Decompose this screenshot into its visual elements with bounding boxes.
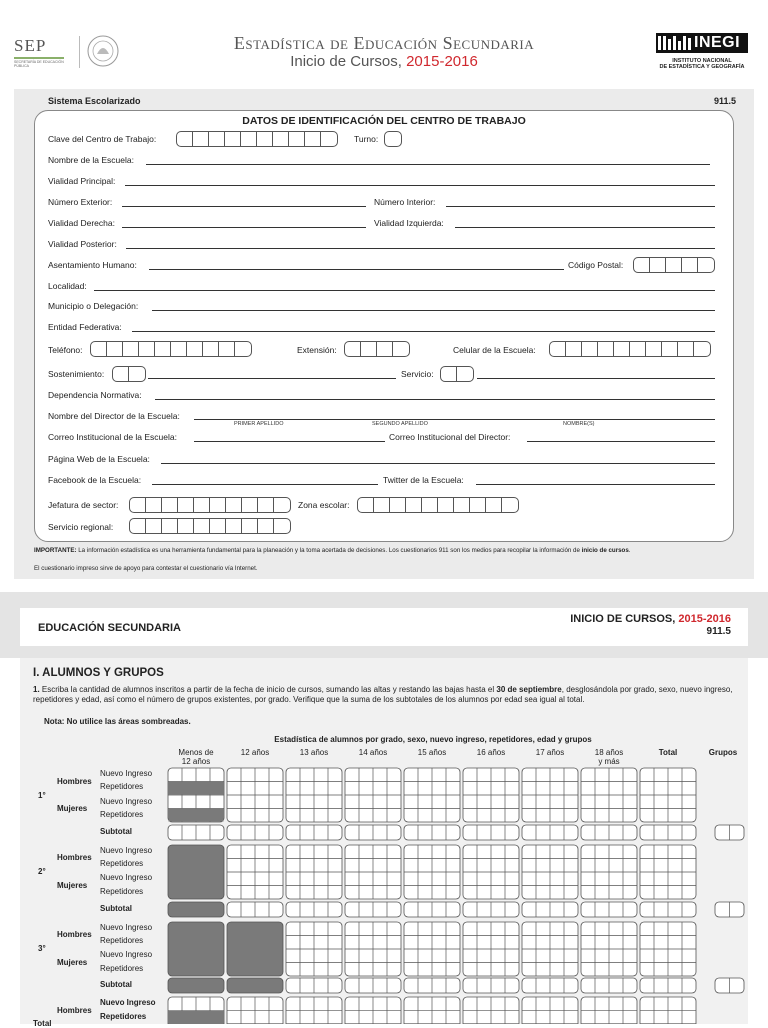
total-rep-shade — [169, 1011, 224, 1024]
subtitle-year: 2015-2016 — [406, 53, 478, 70]
col-total: Total — [658, 748, 678, 757]
grade-3: 3° — [38, 944, 46, 953]
nombre-escuela-label: Nombre de la Escuela: — [48, 155, 134, 165]
servicio-label: Servicio: — [401, 369, 434, 379]
correo-director-label: Correo Institucional del Director: — [389, 432, 511, 442]
important-bold: inicio de cursos — [581, 547, 629, 554]
sep-logo-sub: SECRETARÍA DE EDUCACIÓN PÚBLICA — [14, 60, 64, 68]
grade-2-nuevo-m: Nuevo Ingreso — [100, 873, 153, 882]
col-18-line2: y más — [598, 757, 620, 766]
nombres-caption: NOMBRE(S) — [563, 421, 595, 427]
grade-1-nuevo-h: Nuevo Ingreso — [100, 769, 153, 778]
important-text: La información estadística es una herramienta fundamental para la planeación y la toma acertada de decisiones. Los cuestionarios 911 son los medios para recopilar la información de — [76, 547, 582, 554]
instruction-date: 30 de septiembre — [496, 685, 562, 694]
grade-3-nuevo-m: Nuevo Ingreso — [100, 950, 153, 959]
total-rep-h: Repetidores — [100, 1012, 147, 1021]
grade-1-mujeres: Mujeres — [57, 804, 88, 813]
grade-3-subtotal: Subtotal — [100, 980, 132, 989]
total-row-label: Total — [33, 1019, 52, 1028]
col-age-15: 15 años — [417, 748, 447, 757]
vialidad-principal-label: Vialidad Principal: — [48, 176, 116, 186]
page2-right-prefix: INICIO DE CURSOS, — [570, 613, 679, 625]
grade-1-rep-m: Repetidores — [100, 810, 144, 819]
page2-left-title: EDUCACIÓN SECUNDARIA — [38, 622, 182, 634]
inegi-line2: DE ESTADÍSTICA Y GEOGRAFÍA — [659, 64, 745, 70]
important-label: IMPORTANTE: — [34, 547, 77, 554]
grade-3-hombres: Hombres — [57, 930, 92, 939]
instruction-number: 1. — [33, 685, 40, 694]
vialidad-derecha-label: Vialidad Derecha: — [48, 218, 115, 228]
instruction-note: Nota: No utilice las áreas sombreadas. — [44, 717, 191, 726]
clave-label: Clave del Centro de Trabajo: — [48, 134, 157, 144]
twitter-label: Twitter de la Escuela: — [383, 475, 464, 485]
grade-3-col-1-block — [227, 922, 283, 976]
grade-2-rep-m: Repetidores — [100, 887, 144, 896]
grade-1: 1° — [38, 791, 46, 800]
municipio-label: Municipio o Delegación: — [48, 301, 139, 311]
dependencia-label: Dependencia Normativa: — [48, 390, 142, 400]
vialidad-posterior-label: Vialidad Posterior: — [48, 239, 117, 249]
grade-1-subtotal: Subtotal — [100, 827, 132, 836]
grade-1-rep-h: Repetidores — [100, 782, 144, 791]
grade-2-nuevo-h: Nuevo Ingreso — [100, 846, 153, 855]
grade-1-hombres: Hombres — [57, 777, 92, 786]
grade-2-mujeres: Mujeres — [57, 881, 88, 890]
celular-label: Celular de la Escuela: — [453, 345, 536, 355]
col-age-12: 12 años — [240, 748, 270, 757]
inegi-line1: INSTITUTO NACIONAL — [672, 58, 732, 64]
servicio-regional-label: Servicio regional: — [48, 522, 114, 532]
grade-3-col-0-block — [168, 922, 224, 976]
section-heading: I. ALUMNOS Y GRUPOS — [33, 667, 164, 679]
grade-2-rep-h: Repetidores — [100, 859, 144, 868]
section-title: DATOS DE IDENTIFICACIÓN DEL CENTRO DE TRABAJO — [242, 115, 526, 127]
numero-interior-label: Número Interior: — [374, 197, 436, 207]
grade-1-rep-h-shade — [169, 782, 224, 795]
telefono-label: Teléfono: — [48, 345, 83, 355]
turno-label: Turno: — [354, 134, 379, 144]
col-menos-line1: Menos de — [178, 748, 214, 757]
numero-exterior-label: Número Exterior: — [48, 197, 113, 207]
codigo-postal-label: Código Postal: — [568, 260, 624, 270]
grade-2-subtotal: Subtotal — [100, 904, 132, 913]
grade-2-hombres: Hombres — [57, 853, 92, 862]
form-code: 911.5 — [713, 96, 736, 106]
facebook-label: Facebook de la Escuela: — [48, 475, 142, 485]
grade-3-nuevo-h: Nuevo Ingreso — [100, 923, 153, 932]
instruction-a: Escriba la cantidad de alumnos inscritos a partir de la fecha de inicio de cursos, sumando las altas y restando las bajas hasta el — [39, 685, 497, 694]
col-age-13: 13 años — [299, 748, 329, 757]
col-menos-line2: 12 años — [181, 757, 211, 766]
director-label: Nombre del Director de la Escuela: — [48, 411, 180, 421]
jefatura-label: Jefatura de sector: — [48, 500, 119, 510]
grade-3-rep-h: Repetidores — [100, 936, 144, 945]
pagina-web-label: Página Web de la Escuela: — [48, 454, 150, 464]
grade-1-rep-m-shade — [169, 809, 224, 822]
grade-3-col-0-subtotal — [168, 978, 224, 993]
sostenimiento-label: Sostenimiento: — [48, 369, 105, 379]
grade-2-col-0-subtotal — [168, 902, 224, 917]
grade-2: 2° — [38, 867, 46, 876]
grade-3-mujeres: Mujeres — [57, 958, 88, 967]
system-label: Sistema Escolarizado — [48, 96, 141, 106]
instruction-b: , desglosándola por grado, sexo, nuevo ingreso, repetidores y edad, así como el número de grupos existentes, por grado. Verifique que la suma de los subtotales de los alumnos por edad sea igual al total. — [33, 685, 733, 704]
total-nuevo-h: Nuevo Ingreso — [100, 998, 156, 1007]
col-18-line1: 18 años — [594, 748, 624, 757]
col-age-14: 14 años — [358, 748, 388, 757]
col-age-17: 17 años — [535, 748, 565, 757]
localidad-label: Localidad: — [48, 281, 87, 291]
extension-label: Extensión: — [297, 345, 337, 355]
grade-3-col-1-subtotal — [227, 978, 283, 993]
total-hombres: Hombres — [57, 1006, 92, 1015]
inegi-logo-text: INEGI — [694, 34, 741, 51]
vialidad-izquierda-label: Vialidad Izquierda: — [374, 218, 444, 228]
subtitle-prefix: Inicio de Cursos, — [290, 53, 407, 70]
correo-escuela-label: Correo Institucional de la Escuela: — [48, 432, 177, 442]
important-line2: El cuestionario impreso sirve de apoyo para contestar el cuestionario vía Internet. — [34, 565, 258, 572]
segundo-apellido-caption: SEGUNDO APELLIDO — [372, 421, 428, 427]
col-age-16: 16 años — [476, 748, 506, 757]
page2-right-year: 2015-2016 — [678, 613, 731, 625]
col-grupos: Grupos — [708, 748, 738, 757]
grade-1-nuevo-m: Nuevo Ingreso — [100, 797, 153, 806]
page2-code: 911.5 — [706, 626, 731, 637]
asentamiento-label: Asentamiento Humano: — [48, 260, 137, 270]
grade-3-rep-m: Repetidores — [100, 964, 144, 973]
table-title: Estadística de alumnos por grado, sexo, nuevo ingreso, repetidores, edad y grupos — [274, 735, 592, 744]
entidad-label: Entidad Federativa: — [48, 322, 122, 332]
primer-apellido-caption: PRIMER APELLIDO — [234, 421, 284, 427]
grade-2-col-0-block — [168, 845, 224, 899]
important-end: . — [628, 547, 631, 554]
sep-logo-text: SEP — [14, 36, 47, 55]
page-title: Estadística de Educación Secundaria — [233, 33, 535, 53]
zona-label: Zona escolar: — [298, 500, 350, 510]
